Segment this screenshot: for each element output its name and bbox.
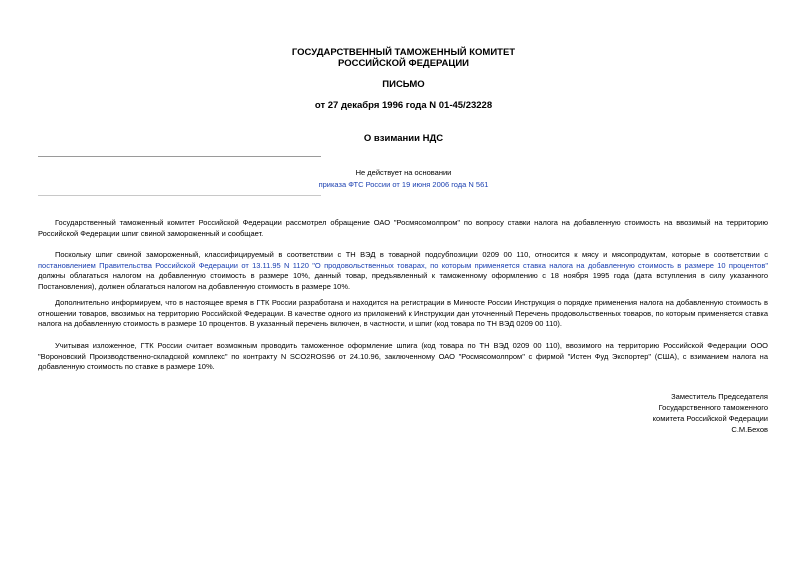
issuer-heading <box>0 47 807 69</box>
document-type: ПИСЬМО <box>382 79 425 90</box>
status-text: Не действует на основании <box>355 168 452 177</box>
signature-name: С.М.Бехов <box>731 425 768 434</box>
government-resolution-link[interactable]: постановлением Правительства Российской Федерации от 13.11.95 N 1120 "О продовольственных товарах, по которым применяется ставка налога на добавленную стоимость в размере 10 процентов" <box>38 260 768 270</box>
signature-block <box>653 391 768 435</box>
paragraph-1: Государственный таможенный комитет Российской Федерации рассмотрел обращение ОАО "Росмясомолпром" по вопросу ставки налога на добавленную стоимость на ввозимый на территорию Российской Федерации шпиг свиной замороженный и сообщает. <box>38 218 768 238</box>
repeal-order-link[interactable]: приказа ФТС России от 19 июня 2006 года N 561 <box>318 180 489 189</box>
paragraph-3: Дополнительно информируем, что в настоящее время в ГТК России разработана и находится на регистрации в Минюсте России Инструкция о порядке применения налога на добавленную стоимость в отношении товаров, ввозимых на территорию Российской Федерации. В качестве одного из приложений к Инструкции дан уточненный Перечень продовольственных товаров, по которым применяется ставка налога на добавленную стоимость в размере 10 процентов. В указанный перечень включен, в частности, и шпиг (код товара по ТН ВЭД 0209 00 110). <box>38 298 768 329</box>
status-divider-top <box>38 156 321 157</box>
paragraph-2-text-end: должны облагаться налогом на добавленную стоимость в размере 10%, данный товар, предъявленный к таможенному оформлению с 18 ноября 1995 года (дата вступления в силу указанного Постановления), должен облагаться налогом на добавленную стоимость в размере 10%. <box>38 271 768 291</box>
issuer-line-2: РОССИЙСКОЙ ФЕДЕРАЦИИ <box>337 58 469 69</box>
status-divider-bottom <box>38 195 321 196</box>
signature-line-1: Заместитель Председателя <box>671 392 768 401</box>
document-subject: О взимании НДС <box>363 133 444 144</box>
paragraph-4: Учитывая изложенное, ГТК России считает возможным проводить таможенное оформление шпига (код товара по ТН ВЭД 0209 00 110), ввозимого на территорию Российской Федерации ООО "Вороновский Производственно-складской комплекс" по контракту N SCO2ROS96 от 24.10.96, заключенному ОАО "Росмясомолпром" с фирмой "Истен Фуд Экспортер" (США), с взиманием налога на добавленную стоимость по ставке в размере 10%. <box>38 341 768 372</box>
status-link-row <box>0 179 807 190</box>
paragraph-2 <box>38 250 768 292</box>
paragraph-2-text-start: Поскольку шпиг свиной замороженный, классифицируемый в соответствии с ТН ВЭД в товарной подсубпозиции 0209 00 110, относится к мясу и мясопродуктам, которые в соответствии с <box>55 250 768 259</box>
signature-line-3: комитета Российской Федерации <box>652 414 768 423</box>
document-date: от 27 декабря 1996 года N 01-45/23228 <box>314 100 493 111</box>
signature-line-2: Государственного таможенного <box>658 403 768 412</box>
issuer-line-1: ГОСУДАРСТВЕННЫЙ ТАМОЖЕННЫЙ КОМИТЕТ <box>291 47 516 58</box>
